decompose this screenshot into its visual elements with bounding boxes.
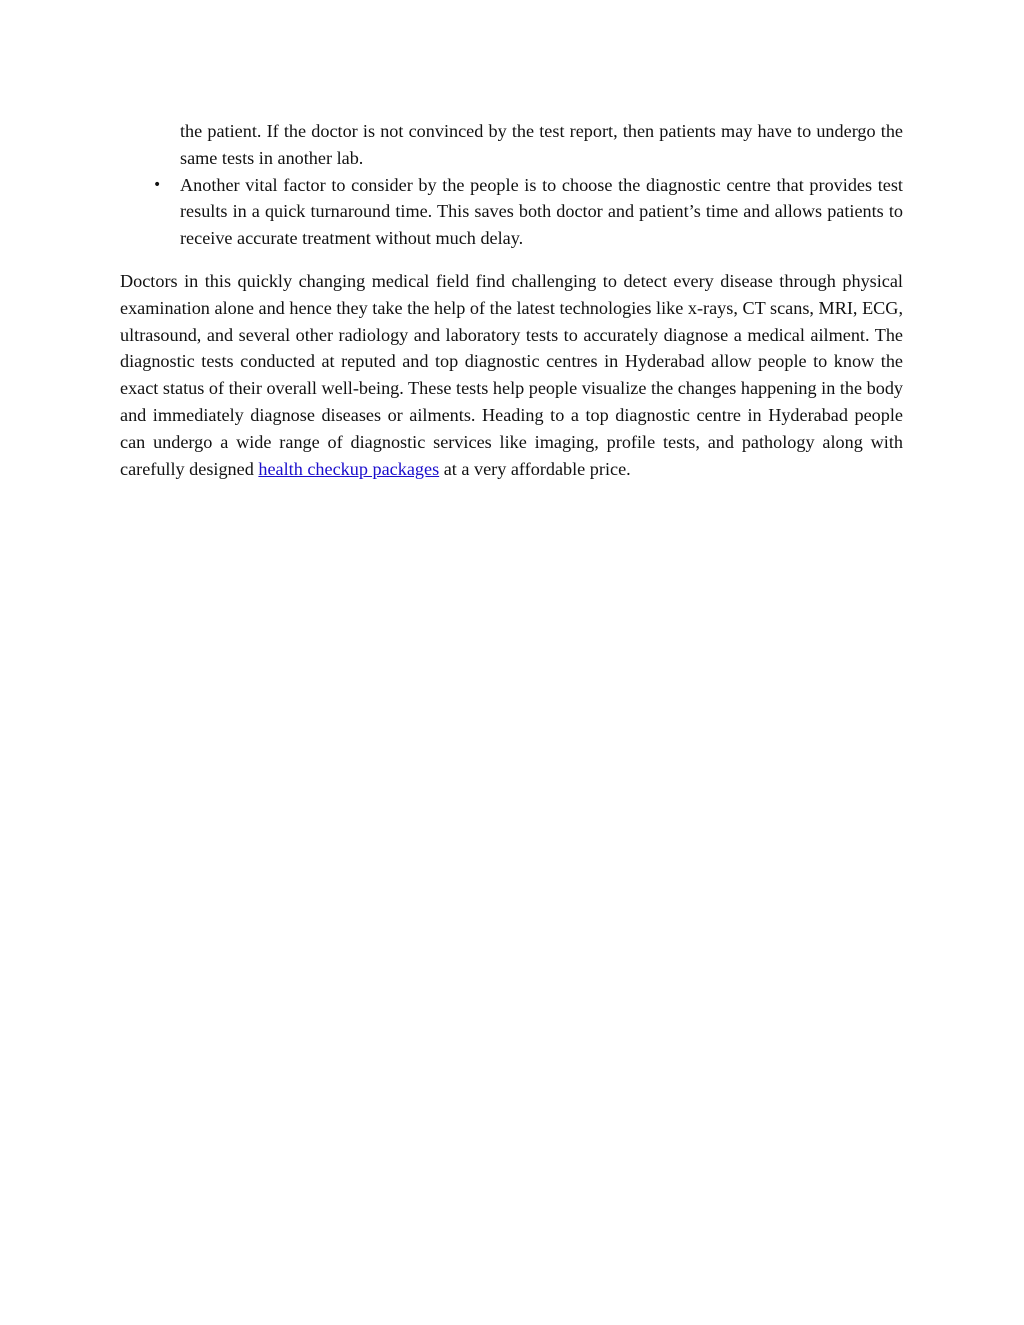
body-paragraph bbox=[120, 268, 903, 482]
document-body bbox=[120, 118, 903, 482]
paragraph-text-end: at a very affordable price. bbox=[439, 458, 631, 479]
bullet-continuation-text: the patient. If the doctor is not convinced by the test report, then patients may have to undergo the same tests in another lab. bbox=[180, 121, 903, 168]
bullet-icon: • bbox=[153, 176, 162, 193]
bullet-list bbox=[120, 172, 903, 252]
list-item bbox=[120, 172, 903, 252]
health-checkup-packages-link[interactable]: health checkup packages bbox=[258, 458, 440, 479]
paragraph-text: Doctors in this quickly changing medical field find challenging to detect every disease through physical examination alone and hence they take the help of the latest technologies like x-rays, CT scans, MRI, ECG, ultrasound, and several other radiology and laboratory tests to accurately diagnose a medical ailment. The diagnostic tests conducted at reputed and top diagnostic centres in Hyderabad allow people to know the exact status of their overall well-being. These tests help people visualize the changes happening in the body and immediately diagnose diseases or ailments. Heading to a top diagnostic centre in Hyderabad people can undergo a wide range of diagnostic services like imaging, profile tests, and pathology along with carefully designed bbox=[120, 270, 904, 479]
bullet-text: Another vital factor to consider by the people is to choose the diagnostic centre that provides test results in a quick turnaround time. This saves both doctor and patient’s time and allows patients to receive accurate treatment without much delay. bbox=[180, 174, 903, 249]
